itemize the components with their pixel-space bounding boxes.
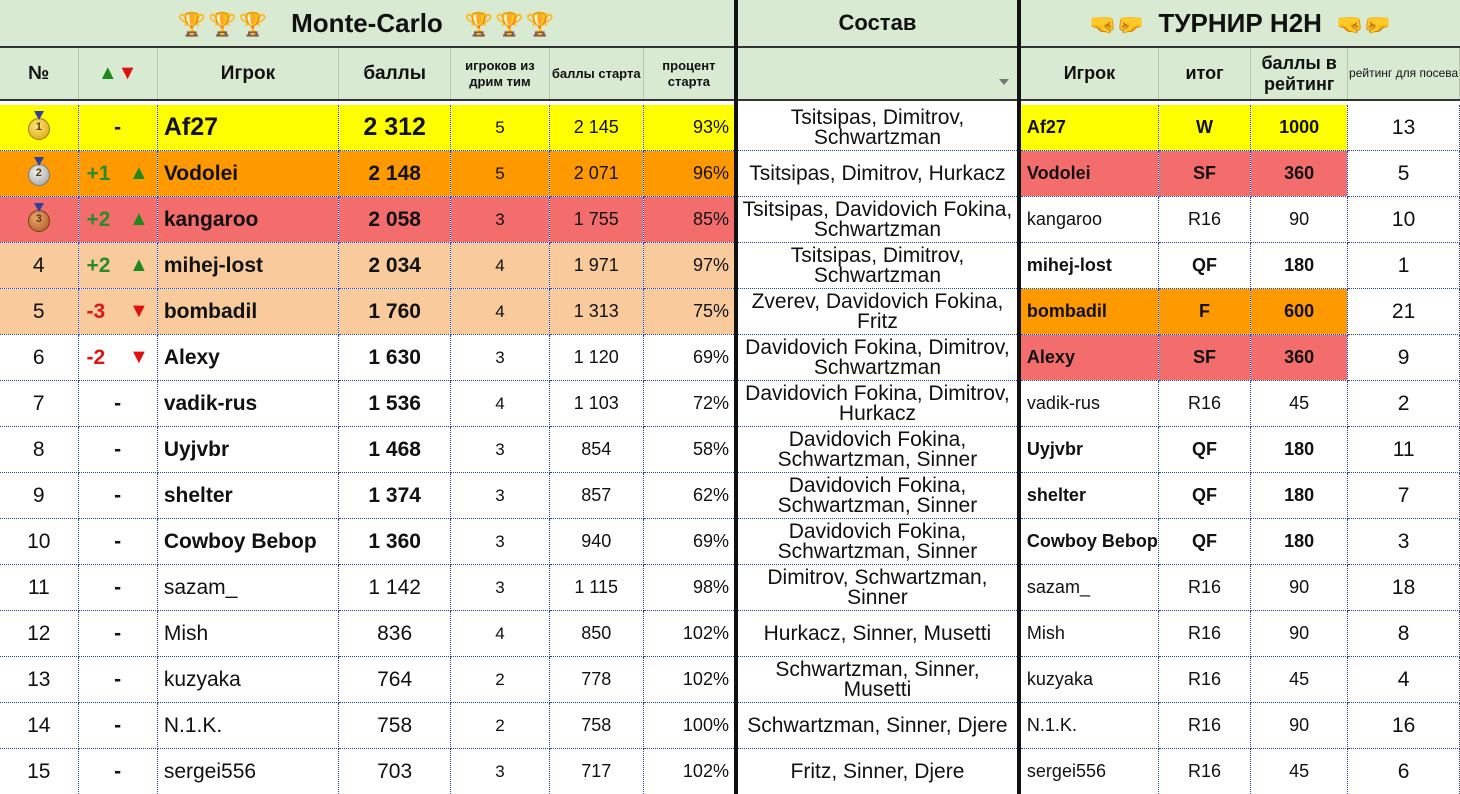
fist-bump-icon: 🤜🤛 xyxy=(1089,12,1144,37)
change-value: - xyxy=(114,116,121,139)
cell-h2h-seed[interactable]: 2 xyxy=(1348,381,1460,427)
col-points[interactable]: баллы xyxy=(339,47,451,100)
change-value: - xyxy=(114,668,121,691)
cell-h2h-result[interactable]: R16 xyxy=(1158,611,1250,657)
change-value: - xyxy=(114,484,121,507)
cell-team[interactable]: Davidovich Fokina, Schwartzman, Sinner xyxy=(736,427,1019,473)
cell-change[interactable] xyxy=(78,657,157,703)
rank-number: 11 xyxy=(28,576,50,599)
cell-h2h-seed[interactable]: 3 xyxy=(1348,519,1460,565)
rank-number: 10 xyxy=(27,530,50,553)
cell-h2h-player[interactable]: Af27 xyxy=(1019,105,1159,151)
cell-points[interactable]: 2 058 xyxy=(339,197,451,243)
table-row xyxy=(0,519,1460,565)
rank-number: 13 xyxy=(27,668,50,691)
cell-dream[interactable]: 4 xyxy=(451,243,549,289)
table-row xyxy=(0,473,1460,519)
change-value: - xyxy=(114,576,121,599)
rank-number: 7 xyxy=(33,392,45,415)
cell-player[interactable]: sazam_ xyxy=(157,565,338,611)
cell-h2h-player[interactable]: sergei556 xyxy=(1019,749,1159,794)
cell-h2h-rating-points[interactable]: 45 xyxy=(1251,657,1348,703)
cell-start-points[interactable]: 850 xyxy=(549,611,643,657)
monte-carlo-title: Monte-Carlo xyxy=(291,8,443,38)
table-row xyxy=(0,105,1460,151)
cell-h2h-player[interactable]: sazam_ xyxy=(1019,565,1159,611)
change-value: - xyxy=(114,438,121,461)
triangle-up-icon: ▲ xyxy=(129,162,149,185)
cell-h2h-rating-points[interactable]: 90 xyxy=(1251,611,1348,657)
cell-player[interactable]: Vodolei xyxy=(157,151,338,197)
col-start-points[interactable]: баллы старта xyxy=(549,47,643,100)
table-row xyxy=(0,151,1460,197)
change-value: +1 xyxy=(87,162,111,186)
change-value: - xyxy=(114,714,121,737)
cell-start-percent[interactable]: 98% xyxy=(643,565,736,611)
cell-h2h-rating-points[interactable]: 360 xyxy=(1251,151,1348,197)
cell-h2h-result[interactable]: QF xyxy=(1158,243,1250,289)
cell-start-percent[interactable]: 97% xyxy=(643,243,736,289)
cell-start-points[interactable]: 1 115 xyxy=(549,565,643,611)
triangle-down-icon: ▼ xyxy=(129,300,149,323)
cell-dream[interactable]: 3 xyxy=(451,565,549,611)
cell-points[interactable]: 1 760 xyxy=(339,289,451,335)
cell-team[interactable]: Zverev, Davidovich Fokina, Fritz xyxy=(736,289,1019,335)
cell-change[interactable] xyxy=(78,335,157,381)
rank-number: 15 xyxy=(27,760,50,783)
cell-h2h-seed[interactable]: 4 xyxy=(1348,657,1460,703)
cell-start-points[interactable]: 758 xyxy=(549,703,643,749)
cell-change[interactable] xyxy=(78,611,157,657)
col-h2h-player[interactable]: Игрок xyxy=(1019,47,1159,100)
h2h-title-cell xyxy=(1019,0,1460,47)
cell-start-points[interactable]: 1 103 xyxy=(549,381,643,427)
cell-start-points[interactable]: 778 xyxy=(549,657,643,703)
cell-points[interactable]: 758 xyxy=(339,703,451,749)
cell-rank[interactable] xyxy=(0,243,78,289)
cell-start-points[interactable]: 717 xyxy=(549,749,643,794)
cell-team[interactable]: Fritz, Sinner, Djere xyxy=(736,749,1019,794)
cell-h2h-seed[interactable]: 21 xyxy=(1348,289,1460,335)
table-row xyxy=(0,243,1460,289)
cell-points[interactable]: 1 142 xyxy=(339,565,451,611)
cell-h2h-rating-points[interactable]: 90 xyxy=(1251,197,1348,243)
cell-h2h-result[interactable]: W xyxy=(1158,105,1250,151)
cell-change[interactable] xyxy=(78,243,157,289)
cell-team[interactable]: Davidovich Fokina, Dimitrov, Schwartzman xyxy=(736,335,1019,381)
cell-player[interactable]: mihej-lost xyxy=(157,243,338,289)
cell-rank[interactable] xyxy=(0,703,78,749)
change-value: -2 xyxy=(87,346,106,370)
medal-gold-icon: 1 xyxy=(28,118,50,140)
rank-number: 5 xyxy=(33,300,45,323)
table-row xyxy=(0,565,1460,611)
change-value: - xyxy=(114,622,121,645)
cell-rank[interactable] xyxy=(0,657,78,703)
cell-start-points[interactable]: 2 145 xyxy=(549,105,643,151)
dropdown-arrow-icon[interactable] xyxy=(999,79,1009,85)
cell-points[interactable]: 1 630 xyxy=(339,335,451,381)
fist-bump-icon: 🤜🤛 xyxy=(1336,12,1391,37)
table-row xyxy=(0,197,1460,243)
cell-h2h-seed[interactable]: 13 xyxy=(1348,105,1460,151)
cell-start-points[interactable]: 2 071 xyxy=(549,151,643,197)
cell-h2h-player[interactable]: mihej-lost xyxy=(1019,243,1159,289)
cell-player[interactable]: Mish xyxy=(157,611,338,657)
cell-change[interactable] xyxy=(78,105,157,151)
cell-dream[interactable]: 3 xyxy=(451,519,549,565)
cell-dream[interactable]: 4 xyxy=(451,381,549,427)
cell-dream[interactable]: 3 xyxy=(451,335,549,381)
cell-change[interactable] xyxy=(78,197,157,243)
cell-player[interactable]: sergei556 xyxy=(157,749,338,794)
cell-h2h-player[interactable]: shelter xyxy=(1019,473,1159,519)
col-start-percent[interactable]: процент старта xyxy=(643,47,736,100)
cell-start-percent[interactable]: 58% xyxy=(643,427,736,473)
cell-h2h-rating-points[interactable]: 90 xyxy=(1251,703,1348,749)
cell-change[interactable] xyxy=(78,427,157,473)
cell-start-percent[interactable]: 100% xyxy=(643,703,736,749)
cell-rank[interactable] xyxy=(0,427,78,473)
cell-h2h-result[interactable]: QF xyxy=(1158,519,1250,565)
cell-change[interactable] xyxy=(78,151,157,197)
cell-h2h-result[interactable]: QF xyxy=(1158,473,1250,519)
cell-rank[interactable] xyxy=(0,749,78,794)
cell-player[interactable]: kuzyaka xyxy=(157,657,338,703)
cell-h2h-result[interactable]: SF xyxy=(1158,151,1250,197)
cell-team[interactable]: Tsitsipas, Dimitrov, Hurkacz xyxy=(736,151,1019,197)
cell-h2h-player[interactable]: Uyjvbr xyxy=(1019,427,1159,473)
rank-number: 9 xyxy=(33,484,45,507)
triangle-down-icon: ▼ xyxy=(129,346,149,369)
triangle-up-icon: ▲ xyxy=(129,208,149,231)
cell-player[interactable]: kangaroo xyxy=(157,197,338,243)
cell-team[interactable]: Hurkacz, Sinner, Musetti xyxy=(736,611,1019,657)
cell-points[interactable]: 2 312 xyxy=(339,105,451,151)
trophy-icon: 🏆🏆🏆 xyxy=(178,11,270,37)
cell-rank[interactable] xyxy=(0,519,78,565)
cell-h2h-rating-points[interactable]: 45 xyxy=(1251,749,1348,794)
cell-h2h-seed[interactable]: 5 xyxy=(1348,151,1460,197)
cell-team[interactable]: Schwartzman, Sinner, Djere xyxy=(736,703,1019,749)
cell-h2h-result[interactable]: QF xyxy=(1158,427,1250,473)
cell-rank[interactable] xyxy=(0,151,78,197)
cell-change[interactable] xyxy=(78,749,157,794)
cell-dream[interactable]: 3 xyxy=(451,749,549,794)
cell-h2h-player[interactable]: Cowboy Bebop xyxy=(1019,519,1159,565)
col-change[interactable] xyxy=(78,47,157,100)
col-h2h-result[interactable]: итог xyxy=(1158,47,1250,100)
cell-team[interactable]: Tsitsipas, Davidovich Fokina, Schwartzman xyxy=(736,197,1019,243)
medal-bronze-icon: 3 xyxy=(28,210,50,232)
cell-start-points[interactable]: 857 xyxy=(549,473,643,519)
cell-change[interactable] xyxy=(78,381,157,427)
cell-h2h-seed[interactable]: 10 xyxy=(1348,197,1460,243)
cell-player[interactable]: Cowboy Bebop xyxy=(157,519,338,565)
cell-player[interactable]: Uyjvbr xyxy=(157,427,338,473)
cell-team[interactable]: Davidovich Fokina, Schwartzman, Sinner xyxy=(736,519,1019,565)
cell-team[interactable]: Tsitsipas, Dimitrov, Schwartzman xyxy=(736,105,1019,151)
cell-rank[interactable] xyxy=(0,565,78,611)
cell-dream[interactable]: 5 xyxy=(451,151,549,197)
cell-points[interactable]: 2 148 xyxy=(339,151,451,197)
cell-points[interactable]: 2 034 xyxy=(339,243,451,289)
cell-team[interactable]: Schwartzman, Sinner, Musetti xyxy=(736,657,1019,703)
cell-h2h-result[interactable]: R16 xyxy=(1158,749,1250,794)
title-row xyxy=(0,0,1460,47)
cell-dream[interactable]: 3 xyxy=(451,197,549,243)
cell-team[interactable]: Davidovich Fokina, Schwartzman, Sinner xyxy=(736,473,1019,519)
cell-rank[interactable] xyxy=(0,105,78,151)
cell-h2h-result[interactable]: R16 xyxy=(1158,381,1250,427)
cell-start-points[interactable]: 854 xyxy=(549,427,643,473)
table-row xyxy=(0,657,1460,703)
cell-dream[interactable]: 2 xyxy=(451,657,549,703)
h2h-title: ТУРНИР H2H xyxy=(1158,8,1321,38)
change-value: +2 xyxy=(87,254,111,278)
cell-rank[interactable] xyxy=(0,197,78,243)
change-value: -3 xyxy=(87,300,106,324)
cell-change[interactable] xyxy=(78,473,157,519)
cell-start-percent[interactable]: 96% xyxy=(643,151,736,197)
cell-points[interactable]: 1 536 xyxy=(339,381,451,427)
cell-change[interactable] xyxy=(78,565,157,611)
triangle-down-icon: ▼ xyxy=(118,62,138,84)
rank-number: 4 xyxy=(33,254,45,277)
cell-start-percent[interactable]: 102% xyxy=(643,749,736,794)
table-row xyxy=(0,335,1460,381)
cell-h2h-result[interactable]: F xyxy=(1158,289,1250,335)
cell-dream[interactable]: 4 xyxy=(451,289,549,335)
rank-number: 14 xyxy=(27,714,50,737)
cell-player[interactable]: Alexy xyxy=(157,335,338,381)
cell-h2h-seed[interactable]: 11 xyxy=(1348,427,1460,473)
table-row xyxy=(0,289,1460,335)
cell-h2h-rating-points[interactable]: 180 xyxy=(1251,427,1348,473)
cell-start-percent[interactable]: 102% xyxy=(643,657,736,703)
cell-start-points[interactable]: 1 755 xyxy=(549,197,643,243)
col-player[interactable]: Игрок xyxy=(157,47,338,100)
cell-player[interactable]: bombadil xyxy=(157,289,338,335)
cell-h2h-seed[interactable]: 6 xyxy=(1348,749,1460,794)
col-num[interactable]: № xyxy=(0,47,78,100)
cell-player[interactable]: vadik-rus xyxy=(157,381,338,427)
cell-h2h-rating-points[interactable]: 600 xyxy=(1251,289,1348,335)
monte-carlo-title-cell xyxy=(0,0,736,47)
cell-h2h-seed[interactable]: 18 xyxy=(1348,565,1460,611)
cell-team[interactable]: Tsitsipas, Dimitrov, Schwartzman xyxy=(736,243,1019,289)
cell-points[interactable]: 1 374 xyxy=(339,473,451,519)
cell-h2h-result[interactable]: R16 xyxy=(1158,565,1250,611)
table-row xyxy=(0,381,1460,427)
cell-player[interactable]: shelter xyxy=(157,473,338,519)
trophy-icon: 🏆🏆🏆 xyxy=(464,11,556,37)
cell-team[interactable]: Dimitrov, Schwartzman, Sinner xyxy=(736,565,1019,611)
cell-start-percent[interactable]: 62% xyxy=(643,473,736,519)
cell-player[interactable]: Af27 xyxy=(157,105,338,151)
cell-dream[interactable]: 3 xyxy=(451,473,549,519)
cell-h2h-rating-points[interactable]: 90 xyxy=(1251,565,1348,611)
col-dream-players[interactable]: игроков из дрим тим xyxy=(451,47,549,100)
cell-start-percent[interactable]: 85% xyxy=(643,197,736,243)
col-h2h-seed[interactable]: рейтинг для посева xyxy=(1348,47,1460,100)
cell-h2h-player[interactable]: bombadil xyxy=(1019,289,1159,335)
cell-h2h-seed[interactable]: 1 xyxy=(1348,243,1460,289)
cell-dream[interactable]: 3 xyxy=(451,427,549,473)
cell-points[interactable]: 1 468 xyxy=(339,427,451,473)
cell-rank[interactable] xyxy=(0,335,78,381)
cell-rank[interactable] xyxy=(0,611,78,657)
sostav-title: Состав xyxy=(736,0,1019,47)
cell-h2h-player[interactable]: N.1.K. xyxy=(1019,703,1159,749)
cell-start-percent[interactable]: 102% xyxy=(643,611,736,657)
cell-rank[interactable] xyxy=(0,473,78,519)
cell-points[interactable]: 764 xyxy=(339,657,451,703)
column-header-row xyxy=(0,47,1460,100)
cell-h2h-rating-points[interactable]: 180 xyxy=(1251,243,1348,289)
cell-h2h-player[interactable]: kangaroo xyxy=(1019,197,1159,243)
cell-h2h-rating-points[interactable]: 180 xyxy=(1251,519,1348,565)
triangle-up-icon: ▲ xyxy=(98,62,118,84)
cell-dream[interactable]: 4 xyxy=(451,611,549,657)
rank-number: 6 xyxy=(33,346,45,369)
col-h2h-rating-points[interactable]: баллы в рейтинг xyxy=(1251,47,1348,100)
cell-start-percent[interactable]: 75% xyxy=(643,289,736,335)
cell-h2h-result[interactable]: SF xyxy=(1158,335,1250,381)
cell-change[interactable] xyxy=(78,703,157,749)
cell-h2h-seed[interactable]: 7 xyxy=(1348,473,1460,519)
cell-h2h-result[interactable]: R16 xyxy=(1158,657,1250,703)
cell-change[interactable] xyxy=(78,519,157,565)
cell-start-percent[interactable]: 69% xyxy=(643,519,736,565)
cell-h2h-seed[interactable]: 9 xyxy=(1348,335,1460,381)
change-value: - xyxy=(114,760,121,783)
cell-h2h-player[interactable]: Alexy xyxy=(1019,335,1159,381)
cell-start-points[interactable]: 1 313 xyxy=(549,289,643,335)
cell-points[interactable]: 836 xyxy=(339,611,451,657)
cell-team[interactable]: Davidovich Fokina, Dimitrov, Hurkacz xyxy=(736,381,1019,427)
rank-number: 8 xyxy=(33,438,45,461)
triangle-up-icon: ▲ xyxy=(129,254,149,277)
cell-h2h-player[interactable]: Mish xyxy=(1019,611,1159,657)
cell-h2h-seed[interactable]: 8 xyxy=(1348,611,1460,657)
change-value: - xyxy=(114,530,121,553)
cell-start-points[interactable]: 1 971 xyxy=(549,243,643,289)
cell-h2h-player[interactable]: vadik-rus xyxy=(1019,381,1159,427)
cell-h2h-rating-points[interactable]: 180 xyxy=(1251,473,1348,519)
change-value: +2 xyxy=(87,208,111,232)
cell-start-percent[interactable]: 69% xyxy=(643,335,736,381)
cell-h2h-result[interactable]: R16 xyxy=(1158,703,1250,749)
cell-points[interactable]: 703 xyxy=(339,749,451,794)
cell-h2h-seed[interactable]: 16 xyxy=(1348,703,1460,749)
cell-start-points[interactable]: 940 xyxy=(549,519,643,565)
cell-h2h-rating-points[interactable]: 45 xyxy=(1251,381,1348,427)
cell-h2h-result[interactable]: R16 xyxy=(1158,197,1250,243)
table-row xyxy=(0,611,1460,657)
cell-start-percent[interactable]: 93% xyxy=(643,105,736,151)
col-sostav-filter[interactable] xyxy=(736,47,1019,100)
cell-player[interactable]: N.1.K. xyxy=(157,703,338,749)
cell-h2h-player[interactable]: Vodolei xyxy=(1019,151,1159,197)
cell-points[interactable]: 1 360 xyxy=(339,519,451,565)
change-value: - xyxy=(114,392,121,415)
cell-start-percent[interactable]: 72% xyxy=(643,381,736,427)
table-row xyxy=(0,427,1460,473)
cell-h2h-player[interactable]: kuzyaka xyxy=(1019,657,1159,703)
table-row xyxy=(0,749,1460,794)
cell-h2h-rating-points[interactable]: 1000 xyxy=(1251,105,1348,151)
cell-change[interactable] xyxy=(78,289,157,335)
medal-silver-icon: 2 xyxy=(28,164,50,186)
cell-rank[interactable] xyxy=(0,289,78,335)
cell-h2h-rating-points[interactable]: 360 xyxy=(1251,335,1348,381)
cell-start-points[interactable]: 1 120 xyxy=(549,335,643,381)
rank-number: 12 xyxy=(27,622,50,645)
cell-rank[interactable] xyxy=(0,381,78,427)
table-row xyxy=(0,703,1460,749)
cell-dream[interactable]: 2 xyxy=(451,703,549,749)
cell-dream[interactable]: 5 xyxy=(451,105,549,151)
